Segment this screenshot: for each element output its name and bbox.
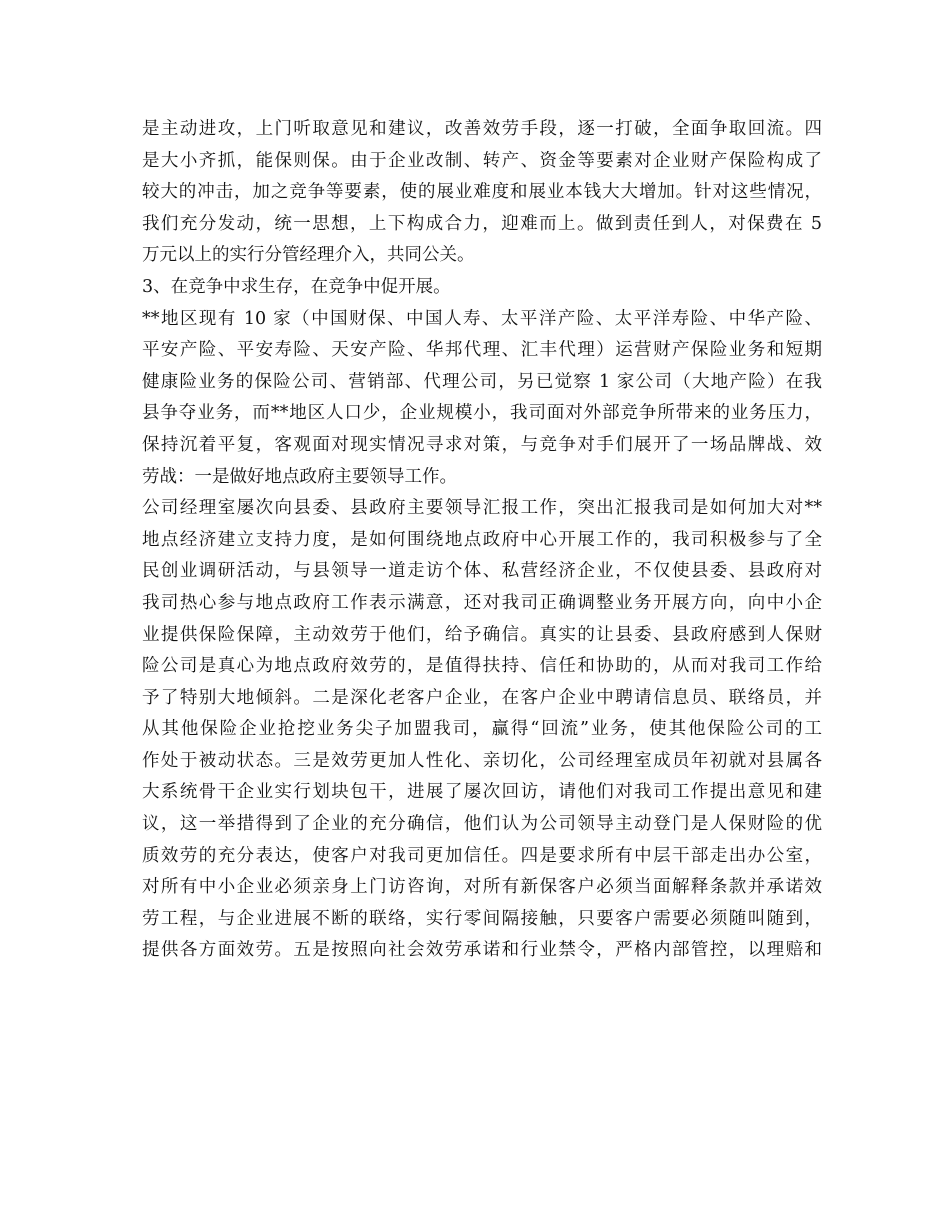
text-line: 我们充分发动，统一思想，上下构成合力，迎难而上。做到责任到人，对保费在 5 [142, 213, 822, 234]
text-line: 险公司是真心为地点政府效劳的，是值得扶持、信任和协助的，从而对我司工作给 [142, 656, 822, 677]
text-line: 地点经济建立支持力度，是如何围绕地点政府中心开展工作的，我司积极参与了全 [142, 529, 822, 550]
text-line: 业提供保险保障，主动效劳于他们，给予确信。真实的让县委、县政府感到人保财 [142, 624, 822, 645]
text-line: 万元以上的实行分管经理介入，共同公关。 [142, 245, 475, 266]
text-line: 较大的冲击，加之竞争等要素，使的展业难度和展业本钱大大增加。针对这些情况， [142, 182, 822, 203]
document-body [142, 114, 822, 967]
text-line: 3、在竞争中求生存，在竞争中促开展。 [142, 276, 451, 297]
text-line: **地区现有 10 家（中国财保、中国人寿、太平洋产险、太平洋寿险、中华产险、 [142, 308, 822, 329]
text-line: 公司经理室屡次向县委、县政府主要领导汇报工作，突出汇报我司是如何加大对** [142, 498, 822, 519]
text-line: 作处于被动状态。三是效劳更加人性化、亲切化，公司经理室成员年初就对县属各 [142, 750, 822, 771]
text-line: 对所有中小企业必须亲身上门访咨询，对所有新保客户必须当面解释条款并承诺效 [142, 877, 822, 898]
text-line: 大系统骨干企业实行划块包干，进展了屡次回访，请他们对我司工作提出意见和建 [142, 782, 822, 803]
text-line: 提供各方面效劳。五是按照向社会效劳承诺和行业禁令，严格内部管控，以理赔和 [142, 940, 822, 961]
text-line: 从其他保险企业抢挖业务尖子加盟我司，赢得“回流”业务，使其他保险公司的工 [142, 719, 822, 740]
text-line: 是大小齐抓，能保则保。由于企业改制、转产、资金等要素对企业财产保险构成了 [142, 150, 822, 171]
text-line: 是主动进攻，上门听取意见和建议，改善效劳手段，逐一打破，全面争取回流。四 [142, 119, 822, 139]
text-line: 健康险业务的保险公司、营销部、代理公司，另已觉察 1 家公司（大地产险）在我 [142, 371, 822, 392]
text-line: 议，这一举措得到了企业的充分确信，他们认为公司领导主动登门是人保财险的优 [142, 814, 822, 835]
text-line: 予了特别大地倾斜。二是深化老客户企业，在客户企业中聘请信息员、联络员，并 [142, 687, 822, 708]
text-line: 平安产险、平安寿险、天安产险、华邦代理、汇丰代理）运营财产保险业务和短期 [142, 340, 822, 361]
text-line: 县争夺业务，而**地区人口少，企业规模小，我司面对外部竞争所带来的业务压力， [142, 403, 822, 424]
text-line: 质效劳的充分表达，使客户对我司更加信任。四是要求所有中层干部走出办公室， [142, 845, 822, 866]
text-line: 劳工程，与企业进展不断的联络，实行零间隔接触，只要客户需要必须随叫随到， [142, 908, 822, 929]
text-line: 保持沉着平复，客观面对现实情况寻求对策，与竞争对手们展开了一场品牌战、效 [142, 434, 822, 455]
text-line: 我司热心参与地点政府工作表示满意，还对我司正确调整业务开展方向，向中小企 [142, 592, 822, 613]
text-line: 劳战：一是做好地点政府主要领导工作。 [142, 466, 457, 487]
text-line: 民创业调研活动，与县领导一道走访个体、私营经济企业，不仅使县委、县政府对 [142, 561, 822, 582]
